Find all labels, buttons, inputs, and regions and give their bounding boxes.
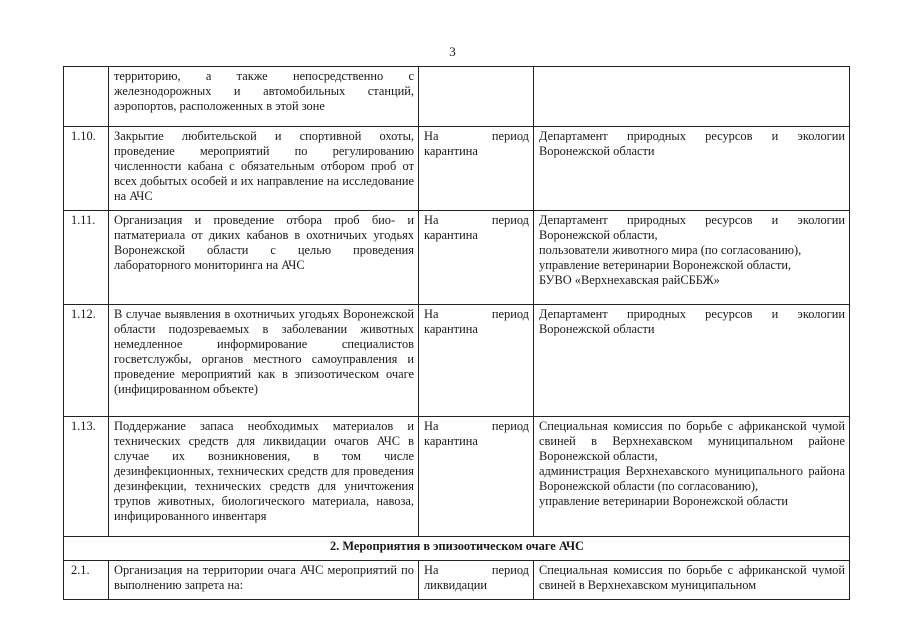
term-period: период xyxy=(491,307,529,321)
term-cell xyxy=(419,561,534,600)
responsible-line: управление ветеринарии Воронежской области xyxy=(539,494,789,508)
measures-table xyxy=(63,66,850,600)
responsible-line: пользователи животного мира (по согласованию), xyxy=(539,243,802,257)
term-detail: карантина xyxy=(424,434,478,448)
action-cell: территорию, а также непосредственно с железнодорожных и автомобильных станций, аэропортов, расположенных в этой зоне xyxy=(109,67,419,127)
term-word: На xyxy=(424,129,439,143)
responsible-cell xyxy=(534,305,850,417)
term-period: период xyxy=(491,213,529,227)
table-row xyxy=(64,211,850,305)
item-number: 1.12. xyxy=(64,305,109,417)
term-cell xyxy=(419,211,534,305)
responsible-line: управление ветеринарии Воронежской области, xyxy=(539,258,792,272)
responsible-cell xyxy=(534,561,850,600)
action-cell: В случае выявления в охотничьих угодьях Воронежской области подозреваемых в заболевании животных немедленное информирование специалистов госветслужбы, органов местного самоуправления и проведение мероприятий как в эпизоотическом очаге (инфицированном объекте) xyxy=(109,305,419,417)
item-number xyxy=(64,67,109,127)
responsible-line: БУВО «Верхнехавская райСББЖ» xyxy=(539,273,720,287)
responsible-line: Департамент природных ресурсов и экологии Воронежской области, xyxy=(539,213,845,242)
item-number: 1.11. xyxy=(64,211,109,305)
term-detail: карантина xyxy=(424,228,478,242)
term-detail: карантина xyxy=(424,144,478,158)
section-header-row xyxy=(64,537,850,561)
term-word: На xyxy=(424,213,439,227)
term-period: период xyxy=(491,129,529,143)
action-cell: Поддержание запаса необходимых материалов и технических средств для ликвидации очагов АЧС в случае их возникновения, в том числе дезинфекционных, технических средств для проведения дезинфекции, технических средств для уничтожения трупов животных, биологического материала, навоза, инфицированного инвентаря xyxy=(109,417,419,537)
table-row xyxy=(64,127,850,211)
term-period: период xyxy=(491,419,529,433)
term-period: период xyxy=(491,563,529,577)
responsible-line: Специальная комиссия по борьбе с африканской чумой свиней в Верхнехавском муниципальном xyxy=(539,563,845,592)
action-cell: Организация и проведение отбора проб био- и патматериала от диких кабанов в охотничьих угодьях Воронежской области с целью проведения лабораторного мониторинга на АЧС xyxy=(109,211,419,305)
term-word: На xyxy=(424,563,439,577)
table-row xyxy=(64,67,850,127)
table-row xyxy=(64,305,850,417)
term-detail: ликвидации xyxy=(424,578,488,592)
responsible-line: Департамент природных ресурсов и экологии Воронежской области xyxy=(539,307,845,336)
responsible-cell xyxy=(534,67,850,127)
responsible-cell xyxy=(534,211,850,305)
item-number: 2.1. xyxy=(64,561,109,600)
item-number: 1.13. xyxy=(64,417,109,537)
responsible-line: администрация Верхнехавского муниципального района Воронежской области (по согласованию), xyxy=(539,464,845,493)
term-cell xyxy=(419,417,534,537)
term-word: На xyxy=(424,307,439,321)
item-number: 1.10. xyxy=(64,127,109,211)
responsible-line: Специальная комиссия по борьбе с африканской чумой свиней в Верхнехавском муниципальном районе Воронежской области, xyxy=(539,419,845,463)
action-cell: Организация на территории очага АЧС мероприятий по выполнению запрета на: xyxy=(109,561,419,600)
responsible-cell xyxy=(534,417,850,537)
table-row xyxy=(64,417,850,537)
section-title: 2. Мероприятия в эпизоотическом очаге АЧС xyxy=(64,537,850,561)
responsible-cell xyxy=(534,127,850,211)
responsible-line: Департамент природных ресурсов и экологии Воронежской области xyxy=(539,129,845,158)
table-row xyxy=(64,561,850,600)
term-word: На xyxy=(424,419,439,433)
term-cell xyxy=(419,127,534,211)
term-cell xyxy=(419,67,534,127)
action-cell: Закрытие любительской и спортивной охоты, проведение мероприятий по регулированию численности кабана с обязательным отбором проб от всех добытых особей и их направление на исследование на АЧС xyxy=(109,127,419,211)
term-cell xyxy=(419,305,534,417)
page-number: 3 xyxy=(449,44,456,59)
term-detail: карантина xyxy=(424,322,478,336)
